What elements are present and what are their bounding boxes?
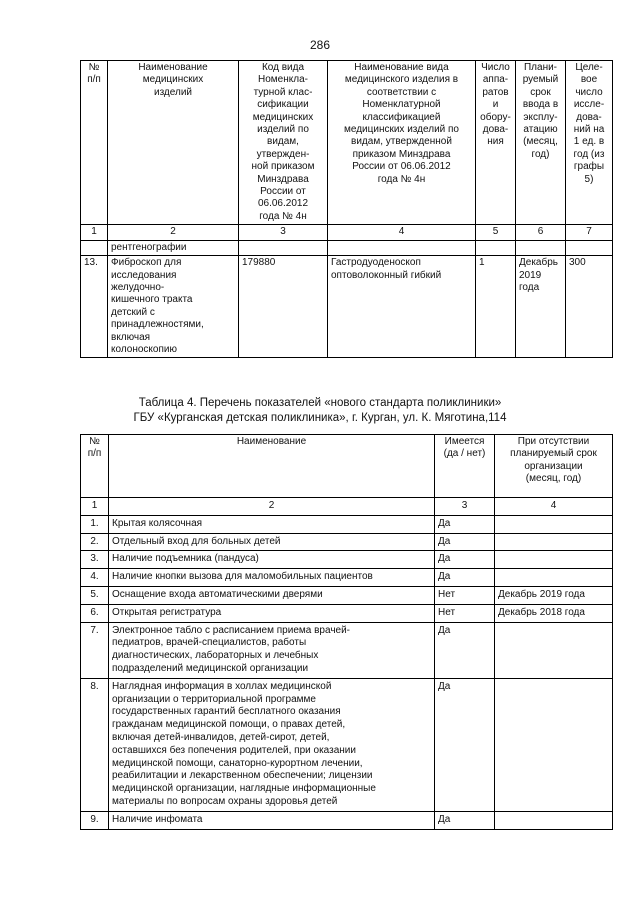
table-cell [81, 240, 108, 255]
planned-date [495, 811, 613, 829]
indicator-name: Электронное табло с расписанием приема врачей- педиатров, врачей-специалистов, работы диагностических, лабораторных и лечебных подразделений медицинской организации [109, 622, 435, 678]
table-row [81, 240, 613, 255]
column-number: 7 [566, 225, 613, 240]
target-studies: 300 [566, 256, 613, 358]
row-number: 2. [81, 533, 109, 551]
planned-date [495, 533, 613, 551]
table-cell: рентгенографии [108, 240, 239, 255]
availability: Да [435, 678, 495, 811]
type-name: Гастродуоденоскоп оптоволоконный гибкий [328, 256, 476, 358]
equipment-table [80, 60, 613, 358]
indicator-name: Наглядная информация в холлах медицинской организации о территориальной программе государственных гарантий бесплатного оказания гражданам медицинской помощи, о правах детей, включая детей-инвалидов, детей-сирот, детей, оставшихся без попечения родителей, при оказании медицинской помощи, санаторно-курортном лечении, реабилитации и лекарственном обеспечении; лицензии медицинской организации, наглядные информационные материалы по вопросам охраны здоровья детей [109, 678, 435, 811]
availability: Да [435, 515, 495, 533]
planned-date [495, 569, 613, 587]
row-number: 4. [81, 569, 109, 587]
row-number: 5. [81, 586, 109, 604]
table-cell [566, 240, 613, 255]
row-number: 1. [81, 515, 109, 533]
availability: Да [435, 533, 495, 551]
table-cell [516, 240, 566, 255]
column-number-row [81, 225, 613, 240]
page-number: 286 [309, 38, 331, 52]
header-cell: № п/п [81, 61, 108, 225]
column-number: 5 [476, 225, 516, 240]
header-cell: Целе- вое число иссле- дова- ний на 1 ед. в год (из графы 5) [566, 61, 613, 225]
indicator-name: Отдельный вход для больных детей [109, 533, 435, 551]
indicator-name: Оснащение входа автоматическими дверями [109, 586, 435, 604]
column-number: 3 [435, 498, 495, 516]
column-number: 3 [239, 225, 328, 240]
indicator-name: Наличие подъемника (пандуса) [109, 551, 435, 569]
table-cell [239, 240, 328, 255]
header-cell: Имеется (да / нет) [435, 435, 495, 498]
header-cell: Наименование [109, 435, 435, 498]
availability: Да [435, 811, 495, 829]
type-code: 179880 [239, 256, 328, 358]
row-number: 6. [81, 604, 109, 622]
row-number: 8. [81, 678, 109, 811]
availability: Да [435, 551, 495, 569]
table-caption-line-1: Таблица 4. Перечень показателей «нового стандарта поликлиники» [138, 397, 502, 409]
indicator-name: Наличие кнопки вызова для маломобильных пациентов [109, 569, 435, 587]
column-number: 4 [495, 498, 613, 516]
column-number-row [81, 498, 613, 516]
column-number: 1 [81, 498, 109, 516]
table-row [81, 569, 613, 587]
table-row [81, 586, 613, 604]
planned-date [495, 678, 613, 811]
planned-date [495, 622, 613, 678]
row-number: 9. [81, 811, 109, 829]
availability: Нет [435, 604, 495, 622]
table-row [81, 515, 613, 533]
table-row [81, 551, 613, 569]
planned-date: Декабрь 2018 года [495, 604, 613, 622]
table-header-row [81, 435, 613, 498]
row-number: 7. [81, 622, 109, 678]
table-cell [476, 240, 516, 255]
table-row [81, 533, 613, 551]
availability: Нет [435, 586, 495, 604]
table-row [81, 622, 613, 678]
table-row [81, 678, 613, 811]
device-count: 1 [476, 256, 516, 358]
header-cell: Наименование медицинских изделий [108, 61, 239, 225]
column-number: 4 [328, 225, 476, 240]
table-header-row [81, 61, 613, 225]
table-row [81, 811, 613, 829]
header-cell: При отсутствии планируемый срок организации (месяц, год) [495, 435, 613, 498]
planned-date: Декабрь 2019 года [495, 586, 613, 604]
indicator-name: Открытая регистратура [109, 604, 435, 622]
header-cell: Число аппа- ратов и обору- дова- ния [476, 61, 516, 225]
header-cell: Код вида Номенкла- турной клас- сификации медицинских изделий по видам, утвержден- ной приказом Минздрава России от 06.06.2012 года № 4н [239, 61, 328, 225]
table-cell [328, 240, 476, 255]
header-cell: Наименование вида медицинского изделия в соответствии с Номенклатурной классификацией медицинских изделий по видам, утвержденной приказом Минздрава России от 06.06.2012 года № 4н [328, 61, 476, 225]
header-cell: Плани- руемый срок ввода в эксплу- атацию (месяц, год) [516, 61, 566, 225]
planned-date [495, 551, 613, 569]
planned-date: Декабрь 2019 года [516, 256, 566, 358]
table-row [81, 256, 613, 358]
header-cell: № п/п [81, 435, 109, 498]
availability: Да [435, 569, 495, 587]
table-caption-line-2: ГБУ «Курганская детская поликлиника», г. Курган, ул. К. Мяготина,114 [133, 412, 507, 424]
column-number: 6 [516, 225, 566, 240]
indicator-name: Крытая колясочная [109, 515, 435, 533]
row-number: 13. [81, 256, 108, 358]
standard-indicators-table [80, 434, 613, 830]
column-number: 2 [109, 498, 435, 516]
table-row [81, 604, 613, 622]
planned-date [495, 515, 613, 533]
column-number: 1 [81, 225, 108, 240]
indicator-name: Наличие инфомата [109, 811, 435, 829]
row-number: 3. [81, 551, 109, 569]
device-name: Фиброскоп для исследования желудочно- кишечного тракта детский с принадлежностями, включая колоноскопию [108, 256, 239, 358]
column-number: 2 [108, 225, 239, 240]
availability: Да [435, 622, 495, 678]
